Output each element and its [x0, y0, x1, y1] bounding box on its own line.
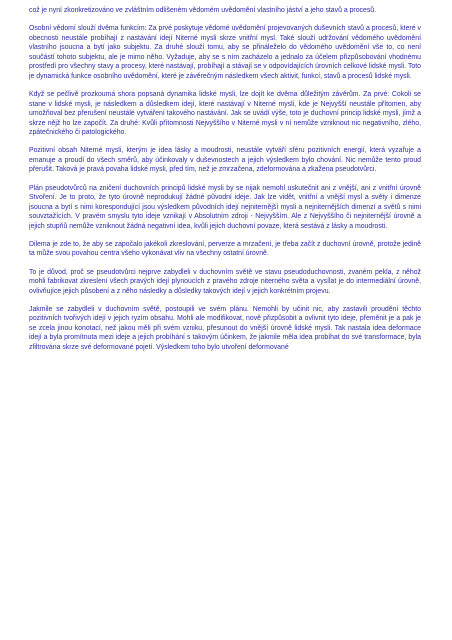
paragraph-7: To je důvod, proč se pseudotvůrci nejprve zabydleli v duchovním světě ve stavu pseudoduchovnosti, zvaném pekla, z něhož mohli fabrikovat zkreslení všech pravých idejí plynoucích z pravého zdroje niterného světa a vysílat je do intermediální úrovně, ovlivňujíce jejich působení a z něho následky a důsledky takových idejí v jejich konkrétním projevu.	[29, 268, 421, 295]
paragraph-4: Pozitivní obsah Niterné mysli, kterým je idea lásky a moudrosti, neustále vytváří sféru pozitivních energií, která vyzařuje a emanuje a proudí do všech směrů, aby účinkovaly v duševnostech a jejich výsledkem bylo chování. Nic nemůže tento proud přerušit. Taková je pravá povaha lidské mysli, před tím, než je zmrzačena, zdeformována a zkažena pseudotvůrci.	[29, 147, 421, 174]
paragraph-5: Plán pseudotvůrců na zničení duchovních principů lidské mysli by se nijak nemohl uskutečnit ani z vnější, ani z vnitřní úrovně Stvoření. Je to proto, že tyto úrovně neprodukují žádné původní ideje. Jak lze vidět, vnitřní a vnější mysl a světy i dimenze jsoucna a bytí s nimi korespondující jsou výsledkem původních idejí nejniternější mysli a nejniternějších dimenzí a světů s nimi souvztažících. V pravém smyslu tyto ideje vznikají v Absolutním zdroji - Nejvyšším. Ale z Nejvyššího či nejniternější úrovně a jejich stupňů nemůže vzniknout žádná negativní idea, kvůli jejich duchovní povaze, která sestává z lásky a moudrosti.	[29, 184, 421, 230]
paragraph-3: Když se pečlivě prozkoumá shora popsaná dynamika lidské mysli, lze dojít ke dvěma důležitým závěrům. Za prvé: Cokoli se stane v lidské mysli, je následkem a důsledkem idejí, které nastávají v Niterné mysli, kde je Nejvyšší neustále přítomen, aby umožňoval bez přerušení neustálé vytváření takového nastávání. Jak se uvádí výše, toto je duchovní princip lidské mysli, jímž a skrze nějž ho lze započít. Za druhé: Kvůli přítomnosti Nejvyššího v Niterné mysli v ní nemůže vzniknout nic negativního, zlého, zpátečnického či patologického.	[29, 91, 421, 137]
document-page	[29, 6, 421, 636]
paragraph-2: Osobní vědomí slouží dvěma funkcím: Za prvé poskytuje vědomé uvědomění projevovaných duševních stavů a procesů, které v obecnosti neustále probíhají z nastávání idejí Niterné mysli skrze vnitřní mysl. Také slouží udržování vědomého uvědomění vlastního jsoucna a bytí jako subjektu. Za druhé slouží tomu, aby se přináleželo do vědomého uvědomění vše to, co není součástí tohoto subjektu, ale je mimo něho. Vyžaduje, aby se s ním zacházelo a jednalo za účelem přizpůsobování vhodnému prostředí pro všechny stavy a procesy, které nastávají, probíhají a stávají se v odpovídajících úrovních celkové lidské mysli. Toto je dynamická funkce osobního uvědomění, které je závěrečným následkem všech aktivit, funkcí, stavů a procesů lidské mysli.	[29, 25, 421, 80]
paragraph-8: Jakmile se zabydleli v duchovním světě, postoupili ve svém plánu. Nemohli by učinit nic, aby zastavili proudění těchto pozitivních tvořivých idejí v jejich ryzím obsahu. Mohli ale modifikovat, nově přizpůsobit a ovlivnit tyto ideje, přeměnit je a pak je se zcela jinou konotací, než jakou měli při svém vzniku, přesunout do vnější úrovně lidské mysli. Tak nastala idea deformace idejí a byla promítnuta mezi ideje a jejich probíhání s takovým účinkem, že jakmile měla idea probíhat do své transformace, byla zfiltrována skrze své deformované pojetí. Výsledkem toho bylo utvoření deformované	[29, 305, 421, 352]
paragraph-6: Dilema je zde to, že aby se započalo jakékoli zkreslování, perverze a mrzačení, je třeba začít z duchovní úrovně, protože jedině ta může svou povahou centra všeho vykonávat vliv na všechny ostatní úrovně.	[29, 240, 421, 258]
paragraph-1: což je nyní zkonkretizováno ve zvláštním odlišeném vědomém uvědomění vlastního jáství a jeho stavů a procesů.	[29, 7, 377, 14]
